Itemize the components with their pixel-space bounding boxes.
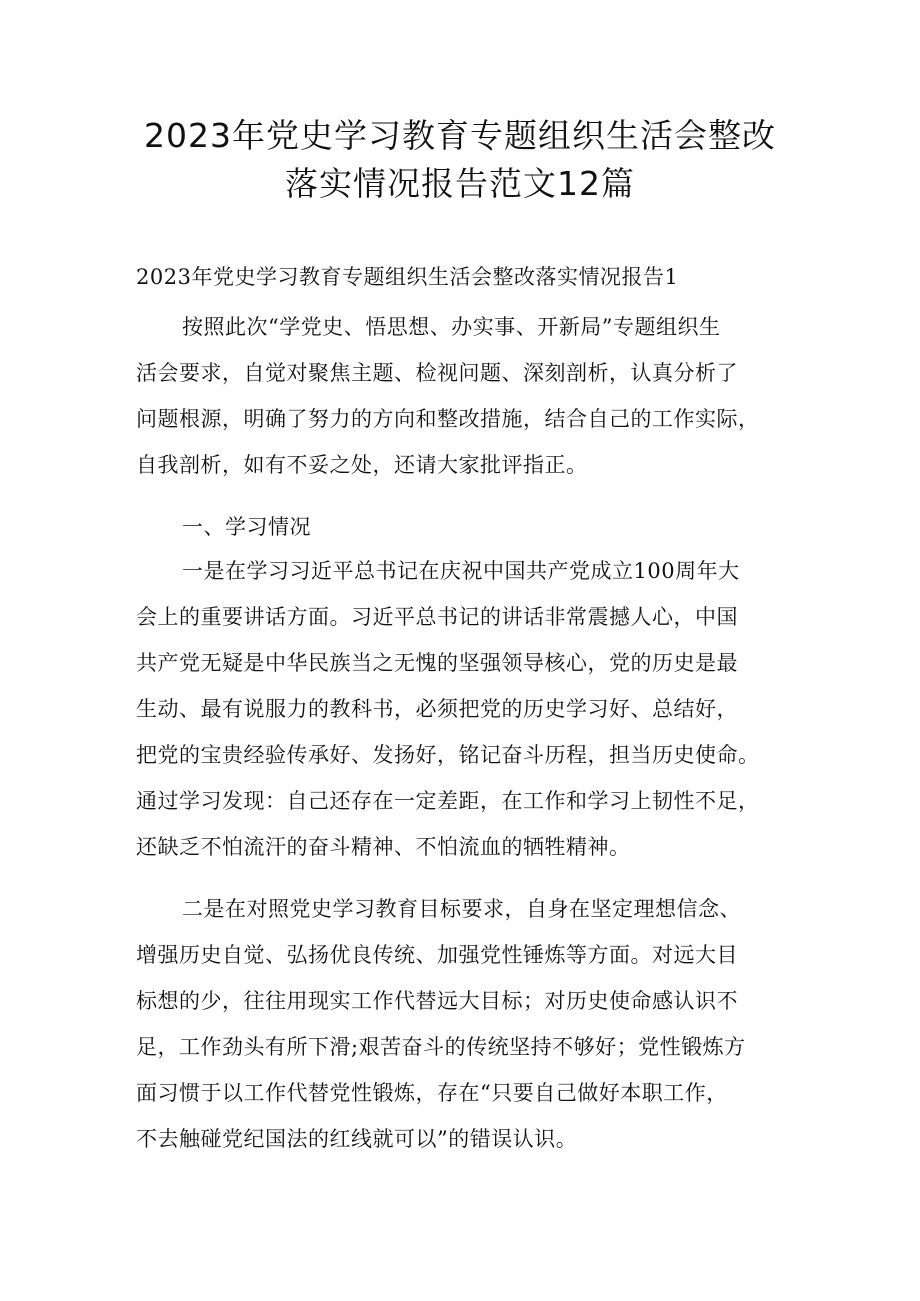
paragraph-1-line-2: 活会要求，自觉对聚焦主题、检视问题、深刻剖析，认真分析了 <box>136 361 738 385</box>
report-subtitle: 2023年党史学习教育专题组织生活会整改落实情况报告1 <box>136 265 679 289</box>
paragraph-3-line-2: 增强历史自觉、弘扬优良传统、加强党性锤炼等方面。对远大目 <box>136 943 738 967</box>
paragraph-3-line-6: 不去触碰党纪国法的红线就可以”的错误认识。 <box>136 1127 578 1151</box>
paragraph-2-line-6: 通过学习发现：自己还存在一定差距，在工作和学习上韧性不足， <box>136 789 760 813</box>
document-title-line-2: 落实情况报告范文12篇 <box>285 164 635 203</box>
paragraph-2-line-4: 生动、最有说服力的教科书，必须把党的历史学习好、总结好， <box>136 697 738 721</box>
paragraph-2-line-3: 共产党无疑是中华民族当之无愧的坚强领导核心，党的历史是最 <box>136 651 738 675</box>
paragraph-2-line-1: 一是在学习习近平总书记在庆祝中国共产党成立100周年大 <box>182 559 740 583</box>
paragraph-1-line-3: 问题根源，明确了努力的方向和整改措施，结合自己的工作实际， <box>136 407 760 431</box>
paragraph-3-line-3: 标想的少，往往用现实工作代替远大目标；对历史使命感认识不 <box>136 989 738 1013</box>
section-heading-1: 一、学习情况 <box>182 515 311 539</box>
paragraph-3-line-1: 二是在对照党史学习教育目标要求，自身在坚定理想信念、 <box>182 897 741 921</box>
document-title-line-1: 2023年党史学习教育专题组织生活会整改 <box>144 116 776 155</box>
paragraph-2-line-5: 把党的宝贵经验传承好、发扬好，铭记奋斗历程，担当历史使命。 <box>136 743 760 767</box>
paragraph-3-line-4: 足，工作劲头有所下滑;艰苦奋斗的传统坚持不够好；党性锻炼方 <box>136 1035 746 1059</box>
paragraph-2-line-7: 还缺乏不怕流汗的奋斗精神、不怕流血的牺牲精神。 <box>136 835 631 859</box>
paragraph-3-line-5: 面习惯于以工作代替党性锻炼，存在“只要自己做好本职工作， <box>136 1081 728 1105</box>
paragraph-1-line-4: 自我剖析，如有不妥之处，还请大家批评指正。 <box>136 453 588 477</box>
paragraph-2-line-2: 会上的重要讲话方面。习近平总书记的讲话非常震撼人心，中国 <box>136 605 738 629</box>
paragraph-1-line-1: 按照此次“学党史、悟思想、办实事、开新局”专题组织生 <box>182 315 721 339</box>
